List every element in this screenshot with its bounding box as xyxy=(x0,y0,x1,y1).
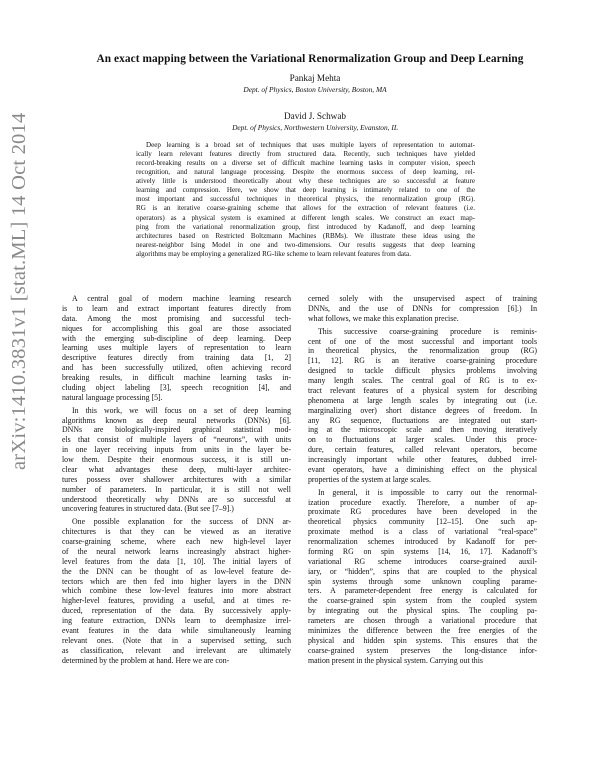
author-affiliation-2: Dept. of Physics, Northwestern University, Evanston, IL xyxy=(232,123,398,132)
text-line: is to learn and extract important features directly from xyxy=(62,303,291,313)
text-line: This successive coarse-graining procedure is reminis- xyxy=(318,326,537,336)
text-line: by integrating out the physical spins. The coupling pa- xyxy=(308,606,537,616)
text-line: dure, certain features, called relevant operators, become xyxy=(308,445,537,455)
text-line: A central goal of modern machine learning research xyxy=(72,294,291,303)
text-line: properties of the system at large scales. xyxy=(308,474,431,484)
text-line: els that consist of multiple layers of “neurons”, with units xyxy=(62,435,291,445)
text-line: low them. Despite their enormous success, it is still un- xyxy=(62,455,291,464)
text-line: the coarse-grained spin system from the coupled system xyxy=(308,596,537,606)
abstract-line: ically learn relevant features directly from structured data. Recently, such techniques have yielded xyxy=(136,150,475,159)
text-line: [11, 12]. RG is an iterative coarse-graining procedure xyxy=(308,356,537,366)
text-line: mation present in the physical system. Carrying out this xyxy=(308,655,483,665)
text-line: iary, or “hidden”, spins that are coupled to the physical xyxy=(308,566,537,576)
text-line: cluding object labeling [3], speech recognition [4], and xyxy=(62,382,291,392)
text-line: proximate RG procedures have been developed in the xyxy=(308,507,537,517)
body-paragraph xyxy=(62,294,291,403)
abstract-line: recognition, and natural language processing. Despite the enormous success of deep learning, rel- xyxy=(136,168,475,177)
text-line: algorithms known as deep neural networks (DNNs) [6]. xyxy=(62,415,291,425)
abstract-line: ping from the variational renormalization group, first introduced by Kadanoff, and deep learning xyxy=(136,222,475,231)
body-paragraph xyxy=(62,406,291,515)
text-line: ing feature extraction, DNNs learn to deemphasize irrel- xyxy=(62,616,291,625)
text-line: DNNs, and the use of DNNs for compression [6].) In xyxy=(308,303,537,313)
text-line: physical and hidden spin systems. This ensures that the xyxy=(308,635,537,645)
text-line: In this work, we will focus on a set of deep learning xyxy=(72,405,291,415)
text-line: marginalizing over) short distance degrees of freedom. In xyxy=(308,405,537,415)
abstract-line: algorithms may be employing a generalized RG-like scheme to learn relevant features from data. xyxy=(136,249,411,258)
text-line: understood theoretically why DNNs are so successful at xyxy=(62,494,291,504)
text-line: which combine these low-level features into more abstract xyxy=(62,586,291,596)
text-line: natural language processing [5]. xyxy=(62,392,163,402)
text-line: theoretical physics community [12–15]. One such ap- xyxy=(308,517,537,527)
text-line: minimizes the difference between the free energies of the xyxy=(308,625,537,635)
text-line: rameters are chosen through a variational procedure that xyxy=(308,616,537,625)
abstract-line: Deep learning is a broad set of techniques that uses multiple layers of representation to automat- xyxy=(146,141,475,149)
text-line: ing at the microscopic scale and then moving iteratively xyxy=(308,425,537,435)
body-column-left xyxy=(62,294,291,665)
text-line: evant operators, have a diminishing effect on the physical xyxy=(308,464,537,474)
text-line: and has been successfully utilized, often achieving record xyxy=(62,363,291,373)
text-line: renormalization schemes introduced by Kadanoff for per- xyxy=(308,537,537,546)
text-line: level features from the data [1, 10]. The initial layers of xyxy=(62,556,291,566)
body-paragraph xyxy=(308,488,537,666)
author-affiliation-1: Dept. of Physics, Boston University, Boston, MA xyxy=(243,85,387,94)
body-paragraph xyxy=(308,294,537,324)
text-line: data. Among the most promising and successful tech- xyxy=(62,313,291,323)
text-line: DNNs are biologically-inspired graphical statistical mod- xyxy=(62,425,291,435)
text-line: breaking results, in difficult machine learning tasks in- xyxy=(62,373,291,382)
text-line: on to fluctuations at larger scales. Under this proce- xyxy=(308,435,537,445)
text-line: duced, representation of the data. By successively apply- xyxy=(62,606,291,616)
abstract-line: operators) as a physical system is examined at different length scales. We construct an exact map- xyxy=(136,213,475,222)
abstract-line: nearest-neighbor Ising Model in one and two-dimensions. Our results suggests that deep learning xyxy=(136,240,475,249)
paper-title: An exact mapping between the Variational Renormalization Group and Deep Learning xyxy=(96,53,524,65)
abstract-line: most important and successful techniques in theoretical physics, the renormalization group (RG). xyxy=(136,195,475,204)
author-name-2: David J. Schwab xyxy=(283,111,346,121)
arxiv-identifier-stamp: arXiv:1410.3831v1 [stat.ML] 14 Oct 2014 xyxy=(8,112,30,470)
text-line: niques for accomplishing this goal are those associated xyxy=(62,323,291,333)
abstract-line: atively little is understood theoretically about why these techniques are so successful at feature xyxy=(136,177,475,186)
text-line: increasingly important while other features, dubbed irrel- xyxy=(308,455,537,464)
abstract-line: record-breaking results on a diverse set of difficult machine learning tasks in computer vision, speech xyxy=(136,159,475,168)
text-line: the the DNN can be thought of as low-level feature de- xyxy=(62,566,291,576)
body-column-right xyxy=(308,294,537,665)
text-line: tures possess over shallower architectures with a similar xyxy=(62,474,291,484)
text-line: in one layer receiving inputs from units in the layer be- xyxy=(62,445,291,455)
text-line: forming RG on spin systems [14, 16, 17]. Kadanoff’s xyxy=(308,546,537,556)
text-line: determined by the problem at hand. Here we are con- xyxy=(62,655,230,665)
text-line: phenomena at large length scales by integrating out (i.e. xyxy=(308,395,537,405)
body-paragraph xyxy=(62,517,291,665)
text-line: uncovering features in structured data. (But see [7–9].) xyxy=(62,504,234,514)
text-line: number of parameters. In particular, it is still not well xyxy=(62,484,291,494)
text-line: what follows, we make this explanation precise. xyxy=(308,313,459,323)
text-line: as classification, relevant and irrelevant are ultimately xyxy=(62,645,291,655)
text-line: variational RG scheme introduces coarse-grained auxil- xyxy=(308,556,537,566)
abstract-line: RG is an iterative coarse-graining scheme that allows for the extraction of relevant features (i.e. xyxy=(136,204,475,213)
abstract-line: architectures based on Restricted Boltzmann Machines (RBMs). We illustrate these ideas using the xyxy=(136,231,475,240)
text-line: tract relevant features of a physical system for describing xyxy=(308,385,537,395)
text-line: ization procedure exactly. Therefore, a number of ap- xyxy=(308,497,537,507)
text-line: many length scales. The central goal of RG is to ex- xyxy=(308,376,537,385)
text-line: proximate method is a class of variational “real-space” xyxy=(308,527,537,537)
text-line: clear what advantages these deep, multi-layer architec- xyxy=(62,464,291,474)
text-line: cerned solely with the unsupervised aspect of training xyxy=(308,294,537,303)
text-line: learning uses multiple layers of representation to learn xyxy=(62,343,291,353)
text-line: One possible explanation for the success of DNN ar- xyxy=(72,517,291,527)
text-line: coarse-grained system preserves the long-distance infor- xyxy=(308,645,537,655)
text-line: of the neural network learns increasingly abstract higher- xyxy=(62,546,291,556)
text-line: relevant ones. (Note that in a supervised setting, such xyxy=(62,635,291,645)
abstract xyxy=(136,141,475,259)
abstract-line: learning and compression. Here, we show that deep learning is intimately related to one of the xyxy=(136,186,475,195)
text-line: cent of one of the most successful and important tools xyxy=(308,336,537,346)
text-line: In general, it is impossible to carry out the renormal- xyxy=(318,487,537,497)
author-name-1: Pankaj Mehta xyxy=(289,73,341,83)
text-line: ters. A parameter-dependent free energy is calculated for xyxy=(308,586,537,596)
text-line: descriptive features directly from training data [1, 2] xyxy=(62,353,291,363)
text-line: spin systems through some unknown coupling parame- xyxy=(308,576,537,586)
text-line: tectors which are then fed into higher layers in the DNN xyxy=(62,576,291,586)
text-line: any RG sequence, fluctuations are integrated out start- xyxy=(308,415,537,425)
text-line: evant features in the data while simultaneously learning xyxy=(62,625,291,635)
text-line: coarse-graining scheme, where each new high-level layer xyxy=(62,537,291,546)
text-line: in theoretical physics, the renormalization group (RG) xyxy=(308,346,537,356)
text-line: chitectures is that they can be viewed as an iterative xyxy=(62,527,291,537)
text-line: designed to tackle difficult physics problems involving xyxy=(308,366,537,376)
text-line: with the emerging sub-discipline of deep learning. Deep xyxy=(62,333,291,343)
text-line: higher-level features, providing a useful, and at times re- xyxy=(62,596,291,606)
body-paragraph xyxy=(308,327,537,485)
